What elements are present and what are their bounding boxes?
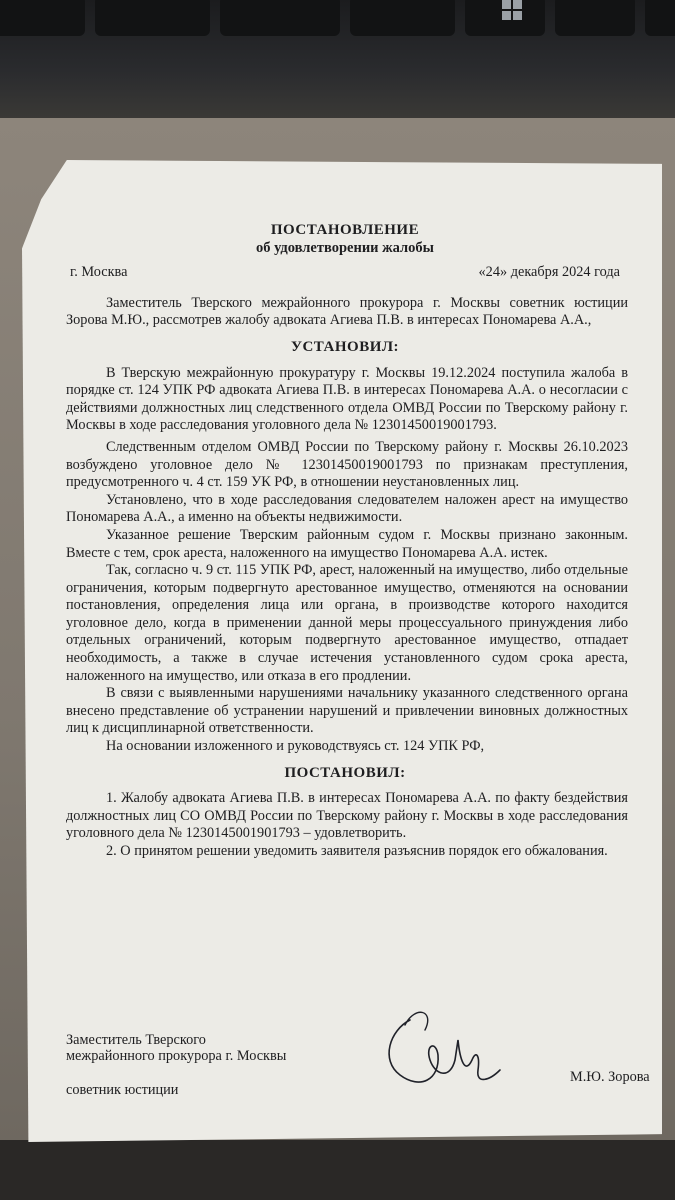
handwritten-signature <box>380 1000 510 1100</box>
established-paragraph: В связи с выявленными нарушениями начальнику указанного следственного органа внесено представление об устранении нарушений и привлечении виновных должностных лиц к дисциплинарной ответственности. <box>66 685 628 737</box>
established-paragraph: В Тверскую межрайонную прокуратуру г. Москвы 19.12.2024 поступила жалоба в порядке ст. 124 УПК РФ адвоката Агиева П.В. в интересах Пономарева А.А. о несогласии с действиями должностных лиц следственного отдела ОМВД России по Тверскому району г. Москвы в ходе расследования уголовного дела № 12301450019001793. <box>66 364 628 434</box>
document-date: «24» декабря 2024 года <box>478 264 620 281</box>
document-body <box>62 222 628 861</box>
keyboard-key <box>350 0 455 36</box>
windows-logo-icon <box>502 0 522 20</box>
keyboard-background <box>0 0 675 118</box>
established-paragraph: Установлено, что в ходе расследования следователем наложен арест на имущество Пономарева А.А., а именно на объекты недвижимости. <box>66 491 628 526</box>
signer-title-line: межрайонного прокурора г. Москвы <box>66 1048 287 1064</box>
keyboard-key <box>95 0 210 36</box>
keyboard-key <box>220 0 340 36</box>
established-heading: УСТАНОВИЛ: <box>290 338 400 355</box>
established-paragraph: Указанное решение Тверским районным судом г. Москвы признано законным. Вместе с тем, срок ареста, наложенного на имущество Пономарева А.А. истек. <box>66 526 628 561</box>
established-paragraph: На основании изложенного и руководствуясь ст. 124 УПК РФ, <box>106 738 485 755</box>
resolved-heading: ПОСТАНОВИЛ: <box>284 764 406 781</box>
document-title: ПОСТАНОВЛЕНИЕ <box>270 222 420 238</box>
resolved-item: 2. О принятом решении уведомить заявителя разъяснив порядок его обжалования. <box>106 843 608 859</box>
signer-title-line: Заместитель Тверского <box>66 1032 206 1048</box>
established-paragraph: Так, согласно ч. 9 ст. 115 УПК РФ, арест, наложенный на имущество, либо отдельные ограничения, которым подвергнуто арестованное имущество, отменяются на основании постановления, определения лица или органа, в производстве которого находится уголовное дело, когда в применении данной меры процессуального принуждения либо отдельных ограничений, которым подвергнуто арестованное имущество, отпадает необходимость, а также в случае истечения установленного судом срока ареста, наложенного на имущество, или отказа в его продлении. <box>66 562 629 684</box>
signer-title <box>66 1032 286 1064</box>
keyboard-key <box>645 0 675 36</box>
resolved-item: 1. Жалобу адвоката Агиева П.В. в интересах Пономарева А.А. по факту бездействия должностных лиц СО ОМВД России по Тверскому району г. Москвы в ходе расследования уголовного дела № 1230145001901793 – удовлетворить. <box>66 790 628 842</box>
desk-shadow <box>0 1140 675 1200</box>
place-date-row <box>62 264 628 282</box>
established-paragraph: Следственным отделом ОМВД России по Тверскому району г. Москвы 26.10.2023 возбуждено уголовное дело № 12301450019001793 по признакам преступления, предусмотренного ч. 4 ст. 159 УК РФ, в отношении неустановленных лиц. <box>66 438 628 491</box>
intro-paragraph: Заместитель Тверского межрайонного прокурора г. Москвы советник юстиции Зорова М.Ю., рассмотрев жалобу адвоката Агиева П.В. в интересах Пономарева А.А., <box>66 294 628 329</box>
signer-rank: советник юстиции <box>66 1082 179 1098</box>
city: г. Москва <box>70 264 128 281</box>
keyboard-key <box>0 0 85 36</box>
signer-name: М.Ю. Зорова <box>570 1069 650 1085</box>
keyboard-key <box>555 0 635 36</box>
document-subtitle: об удовлетворении жалобы <box>255 239 435 256</box>
